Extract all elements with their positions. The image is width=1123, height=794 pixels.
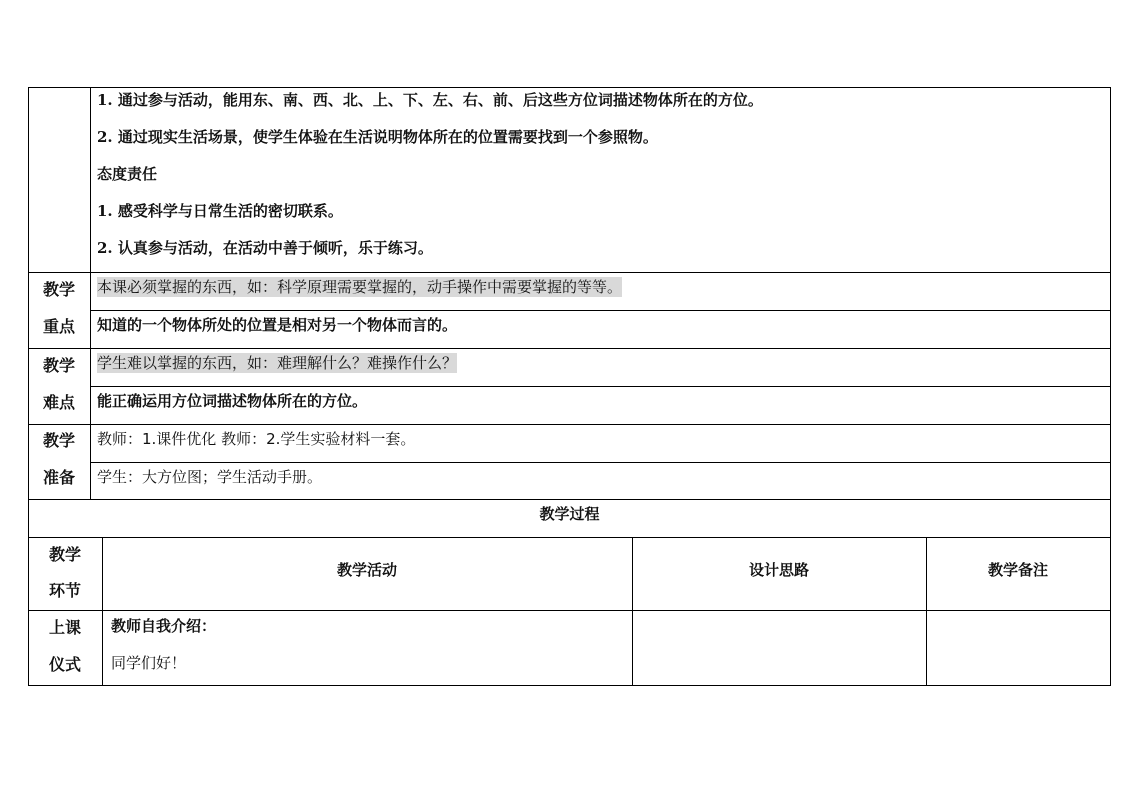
column-divider — [90, 87, 91, 499]
row-divider — [90, 310, 1111, 311]
preparation-label-top: 教学 — [42, 431, 75, 450]
header-stage-top: 教学 — [48, 545, 81, 564]
process-title: 教学过程 — [539, 505, 600, 523]
goal-line-3: 1. 感受科学与日常生活的密切联系。 — [97, 202, 343, 220]
row-divider — [90, 462, 1111, 463]
row-divider — [28, 424, 1111, 425]
row-divider — [28, 348, 1111, 349]
key-points-label-top: 教学 — [42, 280, 75, 299]
key-points-label-bottom: 重点 — [42, 317, 75, 336]
difficulties-label-top: 教学 — [42, 356, 75, 375]
row-stage-bottom: 仪式 — [48, 655, 81, 674]
table-border-left — [28, 87, 29, 686]
row-divider — [28, 537, 1111, 538]
goal-line-2: 2. 通过现实生活场景，使学生体验在生活说明物体所在的位置需要找到一个参照物。 — [97, 128, 658, 146]
table-border-bottom — [28, 685, 1111, 686]
difficulties-label-bottom: 难点 — [42, 393, 75, 412]
row-activity-line-1: 教师自我介绍： — [111, 617, 217, 635]
header-notes: 教学备注 — [987, 561, 1048, 579]
row-divider — [90, 386, 1111, 387]
row-divider — [28, 610, 1111, 611]
table-border-right — [1110, 87, 1111, 686]
preparation-teacher: 教师：1.课件优化 教师：2.学生实验材料一套。 — [97, 430, 416, 448]
goal-heading-attitude: 态度责任 — [97, 165, 158, 183]
preparation-label-bottom: 准备 — [42, 468, 75, 487]
header-design: 设计思路 — [748, 561, 809, 579]
row-stage-top: 上课 — [48, 618, 81, 637]
header-activity: 教学活动 — [336, 561, 397, 579]
goal-line-4: 2. 认真参与活动，在活动中善于倾听，乐于练习。 — [97, 239, 433, 257]
row-divider — [28, 272, 1111, 273]
difficulties-hint: 学生难以掌握的东西，如：难理解什么？难操作什么？ — [97, 354, 458, 372]
difficulties-content: 能正确运用方位词描述物体所在的方位。 — [97, 392, 368, 410]
table-border-top — [28, 87, 1111, 88]
row-divider — [28, 499, 1111, 500]
goal-line-1: 1. 通过参与活动，能用东、南、西、北、上、下、左、右、前、后这些方位词描述物体所在的方位。 — [97, 91, 763, 109]
row-activity-line-2: 同学们好！ — [111, 654, 187, 672]
preparation-student: 学生：大方位图；学生活动手册。 — [97, 468, 323, 486]
key-points-hint: 本课必须掌握的东西，如：科学原理需要掌握的，动手操作中需要掌握的等等。 — [97, 278, 623, 296]
key-points-content: 知道的一个物体所处的位置是相对另一个物体而言的。 — [97, 316, 458, 334]
header-stage-bottom: 环节 — [48, 581, 81, 600]
